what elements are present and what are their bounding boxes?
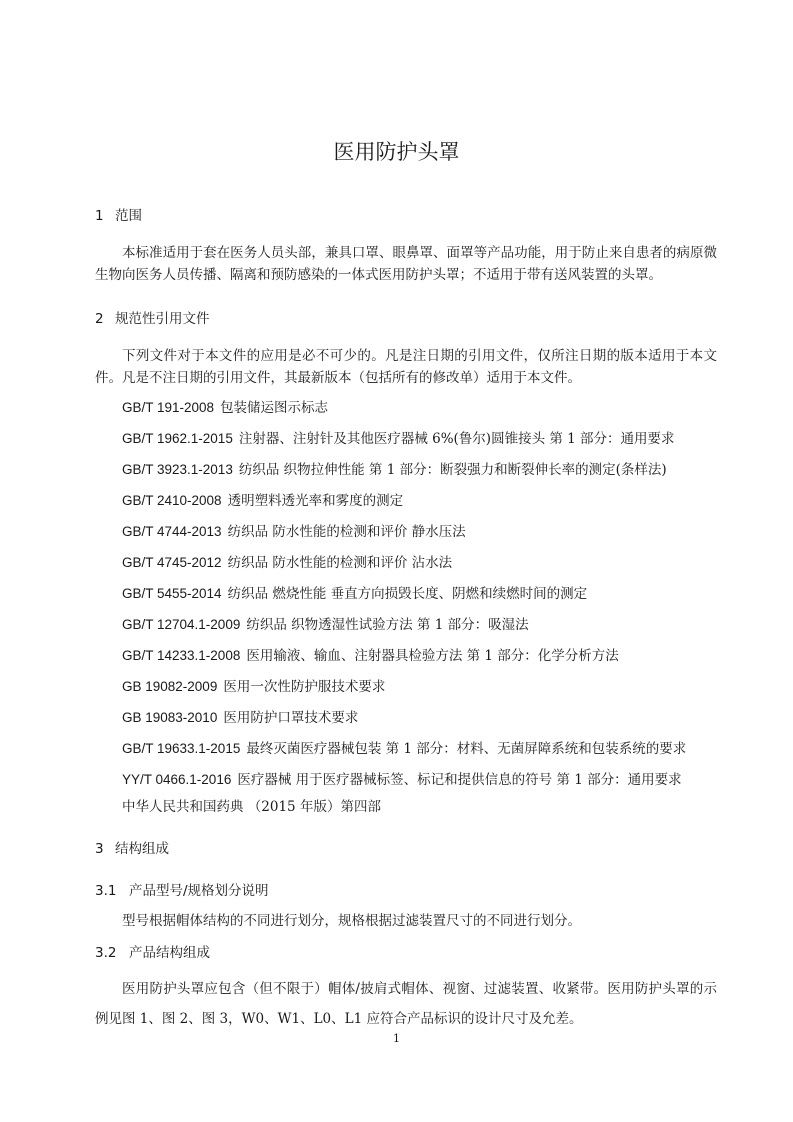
section-title: 结构组成 — [115, 841, 169, 857]
reference-code: GB/T 14233.1-2008 — [122, 648, 241, 663]
section-title: 范围 — [115, 208, 142, 224]
subsection-title: 产品型号/规格划分说明 — [129, 883, 269, 899]
reference-title: 包装储运图示标志 — [220, 400, 329, 416]
reference-item — [122, 396, 328, 416]
reference-code: GB 19083-2010 — [122, 710, 218, 725]
scope-paragraph: 本标准适用于套在医务人员头部，兼具口罩、眼鼻罩、面罩等产品功能，用于防止来自患者的病原微生物向医务人员传播、隔离和预防感染的一体式医用防护头罩；不适用于带有送风装置的头罩。 — [95, 245, 717, 283]
reference-item — [122, 458, 667, 478]
section-title: 规范性引用文件 — [115, 311, 210, 327]
reference-item — [122, 427, 675, 447]
reference-code: GB/T 19633.1-2015 — [122, 741, 241, 756]
reference-item — [122, 551, 452, 571]
reference-title: 最终灭菌医疗器械包装 第 1 部分：材料、无菌屏障系统和包装系统的要求 — [246, 741, 687, 757]
reference-item — [122, 489, 403, 509]
reference-code: GB 19082-2009 — [122, 679, 218, 694]
reference-title: 纺织品 防水性能的检测和评价 静水压法 — [227, 524, 466, 540]
subsection-title: 产品结构组成 — [129, 945, 210, 961]
page-number: 1 — [393, 1032, 400, 1045]
reference-item — [122, 737, 686, 757]
reference-code: GB/T 4745-2012 — [122, 555, 222, 570]
section-heading-structure — [95, 837, 169, 857]
reference-title: 纺织品 织物拉伸性能 第 1 部分：断裂强力和断裂伸长率的测定(条样法) — [238, 462, 667, 478]
reference-title: 透明塑料透光率和雾度的测定 — [227, 493, 404, 509]
subsection-heading-product-structure — [95, 941, 210, 961]
product-structure-paragraph: 医用防护头罩应包含（但不限于）帽体/披肩式帽体、视窗、过滤装置、收紧带。医用防护头罩的示例见图 1、图 2、图 3，W0、W1、L0、L1 应符合产品标识的设计尺寸及允差。 — [95, 981, 717, 1027]
reference-title: 医用一次性防护服技术要求 — [223, 679, 386, 695]
section-number: 1 — [95, 208, 104, 224]
reference-item — [122, 675, 385, 695]
subsection-number: 3.2 — [95, 945, 117, 961]
subsection-heading-model-spec — [95, 879, 269, 899]
model-spec-paragraph: 型号根据帽体结构的不同进行划分，规格根据过滤装置尺寸的不同进行划分。 — [122, 913, 581, 929]
section-number: 2 — [95, 311, 104, 327]
reference-title: 纺织品 燃烧性能 垂直方向损毁长度、阴燃和续燃时间的测定 — [227, 586, 588, 602]
reference-title: 医用输液、输血、注射器具检验方法 第 1 部分：化学分析方法 — [246, 648, 619, 664]
reference-item — [122, 644, 619, 664]
reference-code: GB/T 4744-2013 — [122, 524, 222, 539]
reference-title: 纺织品 织物透湿性试验方法 第 1 部分：吸湿法 — [246, 617, 529, 633]
reference-item — [122, 706, 358, 726]
subsection-number: 3.1 — [95, 883, 117, 899]
reference-code: GB/T 12704.1-2009 — [122, 617, 241, 632]
reference-code: GB/T 191-2008 — [122, 400, 215, 415]
reference-item — [122, 582, 587, 602]
references-intro-paragraph: 下列文件对于本文件的应用是必不可少的。凡是注日期的引用文件，仅所注日期的版本适用于本文件。凡是不注日期的引用文件，其最新版本（包括所有的修改单）适用于本文件。 — [95, 348, 717, 386]
section-heading-scope — [95, 204, 142, 224]
reference-code: YY/T 0466.1-2016 — [122, 772, 232, 787]
reference-code: GB/T 1962.1-2015 — [122, 431, 233, 446]
reference-item — [122, 768, 682, 788]
reference-code: GB/T 3923.1-2013 — [122, 462, 233, 477]
reference-code: GB/T 2410-2008 — [122, 493, 222, 508]
reference-title: 纺织品 防水性能的检测和评价 沾水法 — [227, 555, 453, 571]
reference-title: 注射器、注射针及其他医疗器械 6%(鲁尔)圆锥接头 第 1 部分：通用要求 — [238, 431, 675, 447]
reference-title: 医疗器械 用于医疗器械标签、标记和提供信息的符号 第 1 部分：通用要求 — [237, 772, 682, 788]
section-number: 3 — [95, 841, 104, 857]
document-title: 医用防护头罩 — [333, 140, 460, 164]
reference-pharmacopoeia: 中华人民共和国药典 （2015 年版）第四部 — [122, 799, 381, 815]
reference-title: 医用防护口罩技术要求 — [223, 710, 359, 726]
reference-code: GB/T 5455-2014 — [122, 586, 222, 601]
section-heading-normative-references — [95, 307, 210, 327]
reference-item — [122, 520, 466, 540]
reference-item — [122, 613, 529, 633]
